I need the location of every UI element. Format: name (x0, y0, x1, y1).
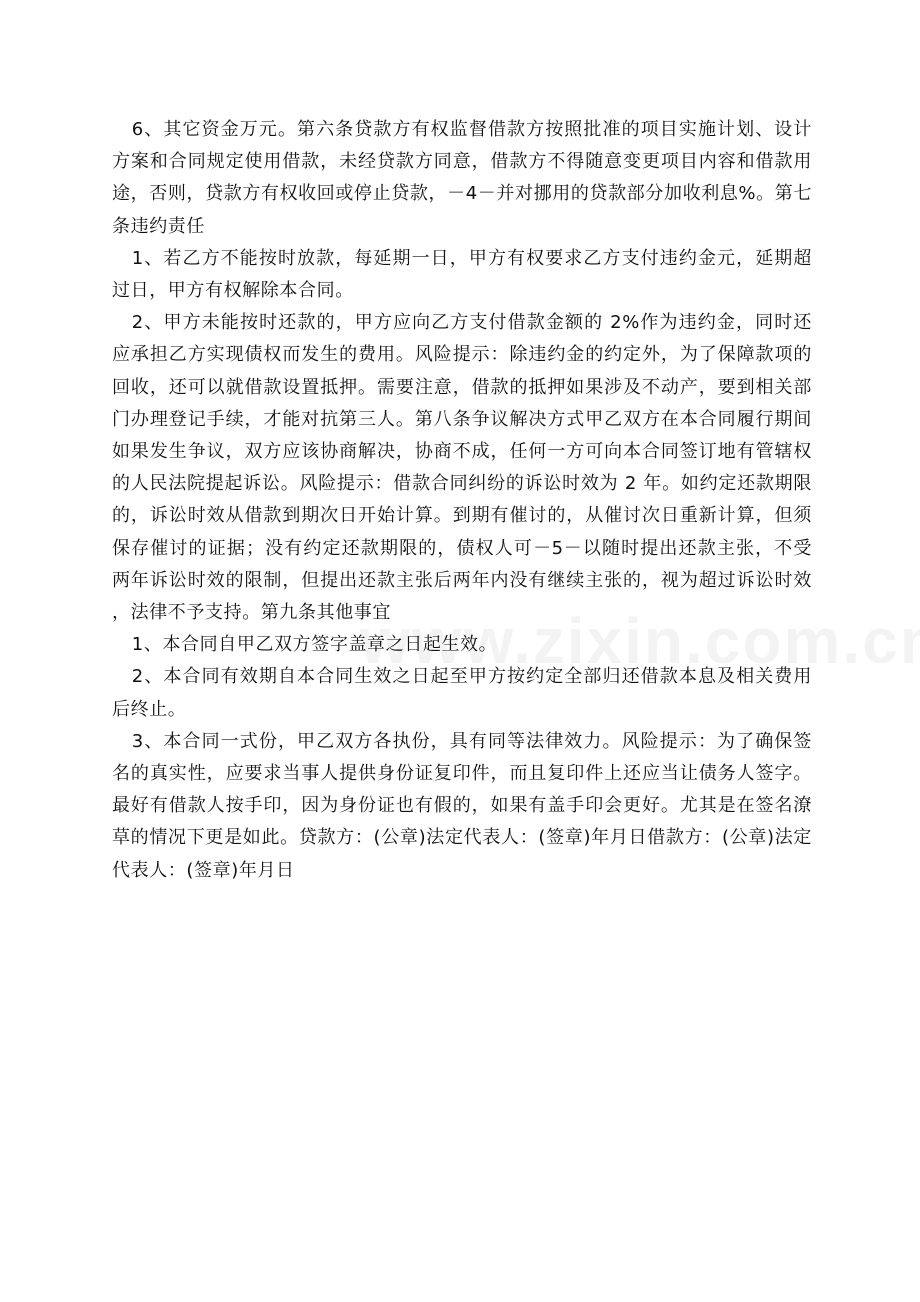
paragraph-copies-signatures: 3、本合同一式份，甲乙双方各执份，具有同等法律效力。风险提示：为了确保签名的真实性，应要求当事人提供身份证复印件，而且复印件上还应当让债务人签字。最好有借款人按手印，因为身份证也有假的，如果有盖手印会更好。尤其是在签名潦草的情况下更是如此。贷款方：(公章)法定代表人：(签章)年月日借款方：(公章)法定代表人：(签章)年月日 (112, 730, 812, 881)
paragraph-validity-period: 2、本合同有效期自本合同生效之日起至甲方按约定全部归还借款本息及相关费用后终止。 (112, 666, 812, 720)
paragraph-other-funds: 6、其它资金万元。第六条贷款方有权监督借款方按照批准的项目实施计划、设计方案和合同规定使用借款，未经贷款方同意，借款方不得随意变更项目内容和借款用途，否则，贷款方有权收回或停止贷款，－4－并对挪用的贷款部分加收利息%。第七条违约责任 (112, 119, 812, 237)
paragraph-breach-party-a: 2、甲方未能按时还款的，甲方应向乙方支付借款金额的 2%作为违约金，同时还应承担乙方实现债权而发生的费用。风险提示：除违约金的约定外，为了保障款项的回收，还可以就借款设置抵押。需要注意，借款的抵押如果涉及不动产，要到相关部门办理登记手续，才能对抗第三人。第八条争议解决方式甲乙双方在本合同履行期间如果发生争议，双方应该协商解决，协商不成，任何一方可向本合同签订地有管辖权的人民法院提起诉讼。风险提示：借款合同纠纷的诉讼时效为 2 年。如约定还款期限的，诉讼时效从借款到期次日开始计算。到期有催讨的，从催讨次日重新计算，但须保存催讨的证据；没有约定还款期限的，债权人可－5－以随时提出还款主张，不受两年诉讼时效的限制，但提出还款主张后两年内没有继续主张的，视为超过诉讼时效，法律不予支持。第九条其他事宜 (112, 312, 812, 624)
paragraph-breach-party-b: 1、若乙方不能按时放款，每延期一日，甲方有权要求乙方支付违约金元，延期超过日，甲方有权解除本合同。 (112, 247, 812, 302)
paragraph-effective-date: 1、本合同自甲乙双方签字盖章之日起生效。 (131, 634, 498, 656)
document-body (112, 114, 812, 887)
